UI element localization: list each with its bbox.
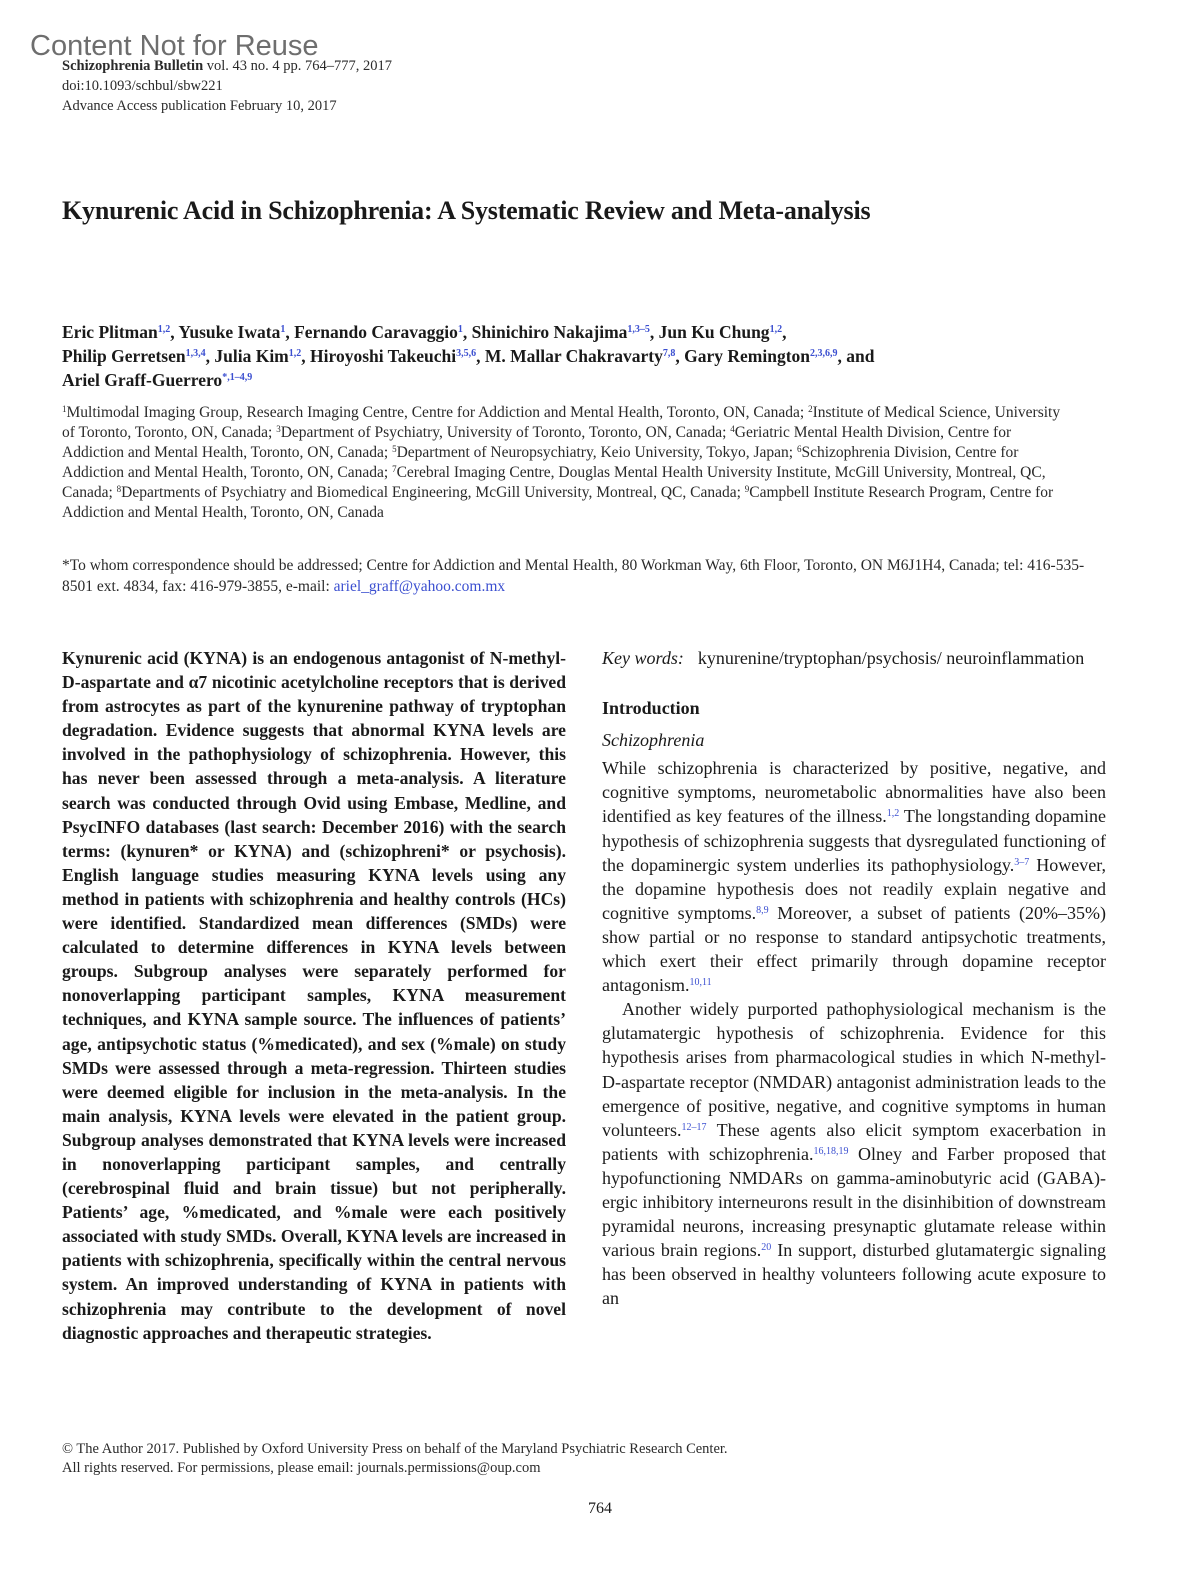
correspondence bbox=[62, 555, 1092, 597]
author-name: Jun Ku Chung bbox=[658, 322, 770, 342]
author-name: Julia Kim bbox=[214, 346, 289, 366]
citation-line bbox=[62, 56, 392, 76]
watermark: Content Not for Reuse bbox=[30, 30, 319, 62]
author-name: Fernando Caravaggio bbox=[294, 322, 458, 342]
correspondence-text: *To whom correspondence should be addressed; Centre for Addiction and Mental Health, 80 Workman Way, 6th Floor, Toronto, ON M6J1H4, Canada; tel: 416-535-8501 ext. 4834, fax: 416-979-3855, e-mail: bbox=[62, 557, 1085, 595]
author-name: M. Mallar Chakravarty bbox=[484, 346, 663, 366]
author-affiliation-ref[interactable]: *,1–4,9 bbox=[222, 372, 253, 383]
author-separator: , bbox=[462, 322, 472, 342]
reference-link[interactable]: 16,18,19 bbox=[813, 1145, 849, 1157]
text-run: However, the dopamine hypothesis does not readily explain negative and cognitive symptoms. bbox=[602, 854, 1107, 923]
author-affiliation-ref[interactable]: 3,5,6 bbox=[456, 348, 477, 359]
author-affiliation-ref[interactable]: 1 bbox=[280, 324, 286, 335]
affiliation-text: Cerebral Imaging Centre, Douglas Mental Health University Institute, McGill University, Montreal, QC, Canada; bbox=[62, 464, 1046, 501]
text-run: The longstanding dopamine hypothesis of schizophrenia suggests that dysregulated functioning of the dopaminergic system underlies its pathophysiology. bbox=[602, 806, 1106, 875]
text-run: Another widely purported pathophysiological mechanism is the glutamatergic hypothesis of schizophrenia. Evidence for this hypothesis arises from pharmacological studies in which N-methyl-D-aspartate receptor (NMDAR) antagonist administration leads to the emergence of positive, negative, and cognitive symptoms in human volunteers. bbox=[602, 999, 1106, 1140]
reference-link[interactable]: 20 bbox=[761, 1242, 772, 1254]
author-name: Yusuke Iwata bbox=[178, 322, 281, 342]
author-name: Shinichiro Nakajima bbox=[471, 322, 628, 342]
reference-link[interactable]: 3–7 bbox=[1014, 856, 1030, 868]
author-affiliation-ref[interactable]: 7,8 bbox=[662, 348, 676, 359]
affiliation-text: Department of Neuropsychiatry, Keio University, Tokyo, Japan; bbox=[396, 444, 797, 461]
author-name: Ariel Graff-Guerrero bbox=[62, 370, 223, 390]
affiliation-number: 8 bbox=[116, 484, 122, 494]
affiliation-text: Departments of Psychiatry and Biomedical Engineering, McGill University, Montreal, QC, Canada; bbox=[121, 484, 745, 501]
author-separator: , bbox=[301, 346, 311, 366]
affiliation-number: 3 bbox=[276, 424, 281, 434]
text-run: In support, disturbed glutamatergic signaling has been observed in healthy volunteers following acute exposure to an bbox=[602, 1240, 1106, 1309]
subsection-heading-schizophrenia: Schizophrenia bbox=[602, 730, 705, 751]
author-separator: , bbox=[476, 346, 485, 366]
right-column bbox=[602, 646, 1106, 1310]
text-run: These agents also elicit symptom exacerbation in patients with schizophrenia. bbox=[602, 1119, 1106, 1164]
keywords-text: kynurenine/tryptophan/psychosis/ neuroinflammation bbox=[697, 648, 1085, 668]
affiliation-number: 5 bbox=[392, 444, 397, 454]
reference-link[interactable]: 10,11 bbox=[689, 977, 712, 989]
affiliation-number: 6 bbox=[796, 444, 802, 454]
keywords bbox=[602, 646, 1106, 670]
journal-name: Schizophrenia Bulletin bbox=[62, 58, 204, 74]
affiliation-text: Geriatric Mental Health Division, Centre for Addiction and Mental Health, Toronto, ON, Canada; bbox=[62, 424, 1012, 461]
doi: doi:10.1093/schbul/sbw221 bbox=[62, 78, 223, 94]
affiliation-text: Campbell Institute Research Program, Centre for Addiction and Mental Health, Toronto, ON, Canada bbox=[62, 484, 1054, 521]
author-affiliation-ref[interactable]: 1,2 bbox=[288, 348, 302, 359]
affiliation-number: 9 bbox=[744, 484, 750, 494]
author-separator: , bbox=[205, 346, 215, 366]
author-separator: , bbox=[649, 322, 659, 342]
author-separator: , bbox=[285, 322, 295, 342]
email-link[interactable]: ariel_graff@yahoo.com.mx bbox=[333, 578, 506, 595]
author-affiliation-ref[interactable]: 2,3,6,9 bbox=[810, 348, 838, 359]
affiliation-number: 7 bbox=[392, 464, 397, 474]
text-run: Olney and Farber proposed that hypofunctioning NMDARs on gamma-aminobutyric acid (GABA)-ergic inhibitory interneurons result in the disinhibition of downstream pyramidal neurons, increasing presynaptic glutamate release within various brain regions. bbox=[602, 1143, 1106, 1261]
author-separator: , bbox=[782, 322, 787, 342]
permissions-line: All rights reserved. For permissions, please email: journals.permissions@oup.com bbox=[62, 1460, 541, 1476]
intro-paragraph-1 bbox=[602, 756, 1106, 997]
affiliation-number: 4 bbox=[730, 424, 735, 434]
affiliation-text: Multimodal Imaging Group, Research Imaging Centre, Centre for Addiction and Mental Health, Toronto, ON, Canada; bbox=[66, 404, 809, 421]
author-separator: , bbox=[170, 322, 179, 342]
author-list bbox=[62, 320, 1062, 392]
article-title: Kynurenic Acid in Schizophrenia: A Systematic Review and Meta-analysis bbox=[62, 196, 871, 225]
reference-link[interactable]: 8,9 bbox=[756, 904, 769, 916]
author-name: Hiroyoshi Takeuchi bbox=[310, 346, 457, 366]
author-affiliation-ref[interactable]: 1,3,4 bbox=[185, 348, 206, 359]
abstract: Kynurenic acid (KYNA) is an endogenous antagonist of N-methyl-D-aspartate and α7 nicotinic acetylcholine receptors that is derived from astrocytes as part of the kynurenine pathway of tryptophan degradation. Evidence suggests that abnormal KYNA levels are involved in the pathophysiology of schizophrenia. However, this has never been assessed through a meta-analysis. A literature search was conducted through Ovid using Embase, Medline, and PsycINFO databases (last search: December 2016) with the search terms: (kynuren* or KYNA) and (schizophreni* or psychosis). English language studies measuring KYNA levels using any method in patients with schizophrenia and healthy controls (HCs) were identified. Standardized mean differences (SMDs) were calculated to determine differences in KYNA levels between groups. Subgroup analyses were separately performed for nonoverlapping participant samples, KYNA measurement techniques, and KYNA sample source. The influences of patients’ age, antipsychotic status (%medicated), and sex (%male) on study SMDs were assessed through a meta-regression. Thirteen studies were deemed eligible for inclusion in the meta-analysis. In the main analysis, KYNA levels were elevated in the patient group. Subgroup analyses demonstrated that KYNA levels were increased in nonoverlapping participant samples, and centrally (cerebrospinal fluid and brain tissue) but not peripherally. Patients’ age, %medicated, and %male were each positively associated with study SMDs. Overall, KYNA levels are increased in patients with schizophrenia, specifically within the central nervous system. An improved understanding of KYNA in patients with schizophrenia may contribute to the development of novel diagnostic approaches and therapeutic strategies. bbox=[62, 648, 566, 1343]
copyright-footer bbox=[62, 1440, 728, 1478]
author-affiliation-ref[interactable]: 1,2 bbox=[157, 324, 171, 335]
citation: vol. 43 no. 4 pp. 764–777, 2017 bbox=[203, 58, 393, 74]
author-affiliation-ref[interactable]: 1,3–5 bbox=[627, 324, 650, 335]
page-number: 764 bbox=[588, 1500, 612, 1517]
journal-header bbox=[62, 56, 392, 116]
author-name: Gary Remington bbox=[684, 346, 811, 366]
author-affiliation-ref[interactable]: 1 bbox=[457, 324, 463, 335]
keywords-label: Key words: bbox=[602, 648, 684, 668]
affiliations bbox=[62, 403, 1072, 523]
author-separator: , and bbox=[837, 346, 875, 366]
affiliation-text: Department of Psychiatry, University of Toronto, Toronto, ON, Canada; bbox=[280, 424, 731, 441]
author-name: Eric Plitman bbox=[62, 322, 158, 342]
author-separator: , bbox=[675, 346, 685, 366]
affiliation-text: Institute of Medical Science, University of Toronto, Toronto, ON, Canada; bbox=[62, 404, 1061, 441]
affiliation-number: 2 bbox=[808, 404, 813, 414]
affiliation-number: 1 bbox=[62, 404, 67, 414]
section-heading-introduction: Introduction bbox=[602, 698, 700, 719]
reference-link[interactable]: 12–17 bbox=[681, 1121, 707, 1133]
copyright-line: © The Author 2017. Published by Oxford University Press on behalf of the Maryland Psychiatric Research Center. bbox=[62, 1441, 728, 1457]
text-run: Moreover, a subset of patients (20%–35%) show partial or no response to standard antipsychotic treatments, which exert their effect primarily through dopamine receptor antagonism. bbox=[602, 902, 1106, 996]
author-name: Philip Gerretsen bbox=[62, 346, 186, 366]
text-run: While schizophrenia is characterized by positive, negative, and cognitive symptoms, neurometabolic abnormalities have also been identified as key features of the illness. bbox=[602, 758, 1106, 827]
reference-link[interactable]: 1,2 bbox=[886, 808, 900, 820]
affiliation-text: Schizophrenia Division, Centre for Addiction and Mental Health, Toronto, ON, Canada; bbox=[62, 444, 1019, 481]
author-affiliation-ref[interactable]: 1,2 bbox=[769, 324, 783, 335]
advance-access: Advance Access publication February 10, 2017 bbox=[62, 98, 337, 114]
intro-paragraph-2 bbox=[602, 997, 1106, 1310]
